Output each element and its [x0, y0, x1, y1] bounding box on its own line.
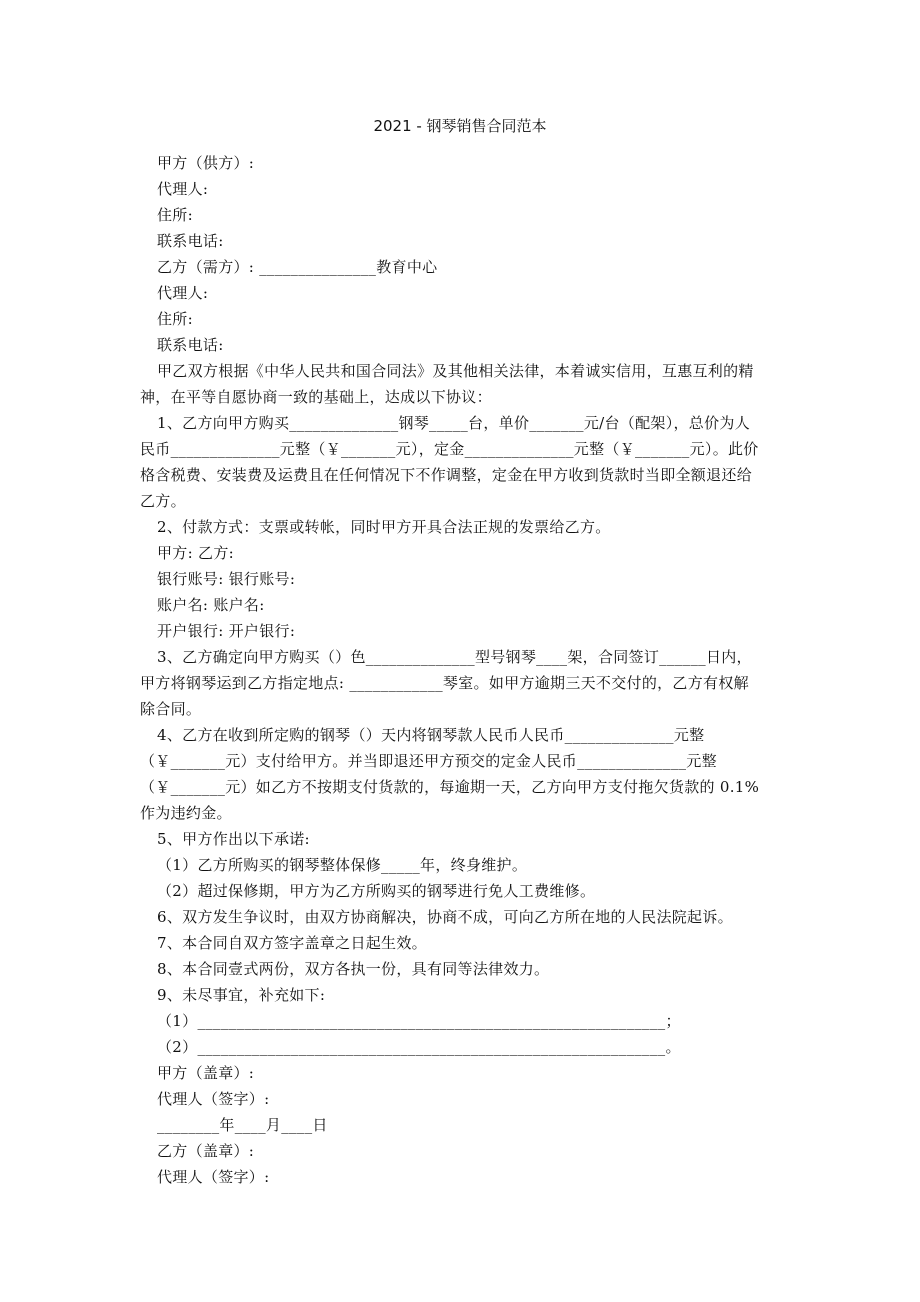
bank-party-line: 甲方: 乙方:: [157, 544, 234, 562]
clause-9-item: （1）____________________________________________________________；: [157, 1012, 681, 1030]
signing-date: ________年____月____日: [157, 1116, 328, 1134]
clause-4-line: （￥_______元）如乙方不按期支付货款的，每逾期一天，乙方向甲方支付拖欠货款的 0.1%: [140, 778, 760, 796]
clause-4-line: （￥_______元）支付给甲方。并当即退还甲方预交的定金人民币______________元整: [140, 752, 717, 770]
clause-2-line: 2、付款方式：支票或转帐，同时甲方开具合法正规的发票给乙方。: [157, 518, 611, 536]
party-a-phone: 联系电话:: [157, 232, 224, 250]
clause-7-line: 7、本合同自双方签字盖章之日起生效。: [157, 934, 427, 952]
clause-4-line: 4、乙方在收到所定购的钢琴（）天内将钢琴款人民币人民币______________元整: [157, 726, 705, 744]
clause-5-item: （1）乙方所购买的钢琴整体保修_____年，终身维护。: [157, 856, 528, 874]
bank-account-line: 银行账号: 银行账号:: [157, 570, 296, 588]
party-a-seal: 甲方（盖章）:: [157, 1064, 255, 1082]
party-a-signature: 代理人（签字）:: [157, 1090, 270, 1108]
bank-branch-line: 开户银行: 开户银行:: [157, 622, 296, 640]
clause-3-line: 3、乙方确定向甲方购买（）色______________型号钢琴____架，合同签订______日内，: [157, 648, 752, 666]
preamble-line: 神，在平等自愿协商一致的基础上，达成以下协议：: [140, 388, 492, 406]
clause-1-line: 格含税费、安装费及运费且在任何情况下不作调整，定金在甲方收到货款时当即全额退还给: [140, 466, 753, 484]
party-a-agent: 代理人:: [157, 180, 209, 198]
clause-3-line: 甲方将钢琴运到乙方指定地点: ____________琴室。如甲方逾期三天不交付的，乙方有权解: [140, 674, 749, 692]
clause-5-item: （2）超过保修期，甲方为乙方所购买的钢琴进行免人工费维修。: [157, 882, 596, 900]
clause-1-line: 1、乙方向甲方购买______________钢琴_____台，单价_______元/台（配架），总价为人: [157, 414, 750, 432]
party-b-label: 乙方（需方）: _______________教育中心: [157, 258, 438, 276]
party-b-signature: 代理人（签字）:: [157, 1168, 270, 1186]
clause-6-line: 6、双方发生争议时，由双方协商解决，协商不成，可向乙方所在地的人民法院起诉。: [157, 908, 733, 926]
party-b-seal: 乙方（盖章）:: [157, 1142, 255, 1160]
clause-1-line: 乙方。: [140, 492, 186, 510]
preamble-line: 甲乙双方根据《中华人民共和国合同法》及其他相关法律，本着诚实信用，互惠互利的精: [157, 362, 754, 380]
clause-4-line: 作为违约金。: [140, 804, 232, 822]
clause-9-line: 9、未尽事宜，补充如下:: [157, 986, 326, 1004]
clause-8-line: 8、本合同壹式两份，双方各执一份，具有同等法律效力。: [157, 960, 550, 978]
clause-9-item: （2）____________________________________________________________。: [157, 1038, 681, 1056]
party-b-address: 住所:: [157, 310, 193, 328]
document-title: 2021 - 钢琴销售合同范本: [373, 117, 547, 135]
party-a-address: 住所:: [157, 206, 193, 224]
party-b-phone: 联系电话:: [157, 336, 224, 354]
clause-1-line: 民币______________元整（￥_______元），定金______________元整（￥_______元）。此价: [140, 440, 759, 458]
clause-5-line: 5、甲方作出以下承诺:: [157, 830, 310, 848]
account-name-line: 账户名: 账户名:: [157, 596, 265, 614]
party-b-agent: 代理人:: [157, 284, 209, 302]
party-a-label: 甲方（供方）:: [157, 154, 255, 172]
clause-3-line: 除合同。: [140, 700, 202, 718]
